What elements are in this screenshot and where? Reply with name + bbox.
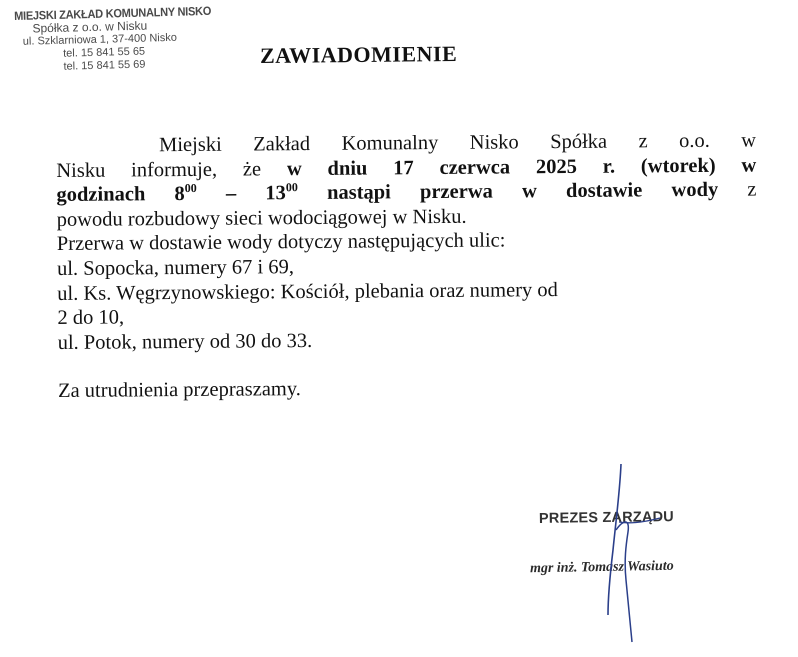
notice-body: [56, 129, 758, 404]
notice-date-text: w dniu 17 czerwca 2025 r. (wtorek) w: [286, 154, 757, 180]
notice-hours-text: [56, 179, 718, 206]
company-stamp: [14, 5, 226, 75]
stamp-company-name: MIEJSKI ZAKŁAD KOMUNALNY NISKO: [13, 3, 212, 23]
signature-name: mgr inż. Tomasz Wasiuto: [529, 558, 674, 577]
notice-text: Nisku informuje, że: [56, 157, 287, 182]
streets-intro: Przerwa w dostawie wody dotyczy następujących ulic:: [56, 229, 506, 256]
notice-text: z: [718, 178, 757, 201]
stamp-company-form: Spółka z o.o. w Nisku: [32, 18, 148, 36]
document-title: ZAWIADOMIENIE: [259, 40, 458, 69]
hours-start-minutes: 00: [184, 181, 197, 196]
apology-text: Za utrudnienia przepraszamy.: [57, 378, 301, 403]
outage-text: nastąpi przerwa w dostawie wody: [297, 178, 719, 205]
notice-text: Miejski Zakład Komunalny Nisko Spółka z o.o. w: [159, 129, 757, 157]
signature-title: PREZES ZARZĄDU: [538, 509, 675, 527]
hours-end-minutes: 00: [285, 180, 298, 195]
notice-line-4: powodu rozbudowy sieci wodociągowej w Nisku.: [56, 205, 467, 231]
stamp-phone-2: tel. 15 841 55 69: [63, 58, 146, 73]
hours-start: godzinach 8: [56, 183, 185, 207]
signature-block: [520, 500, 760, 650]
stamp-phone-1: tel. 15 841 55 65: [63, 45, 146, 60]
hours-end: – 13: [196, 182, 286, 206]
stamp-address: ul. Szklarniowa 1, 37-400 Nisko: [22, 31, 178, 48]
street-wegrzynowskiego-cont: 2 do 10,: [57, 306, 125, 330]
street-sopocka: ul. Sopocka, numery 67 i 69,: [56, 256, 295, 280]
street-wegrzynowskiego: ul. Ks. Węgrzynowskiego: Kościół, plebania oraz numery od: [57, 278, 558, 305]
street-potok: ul. Potok, numery od 30 do 33.: [57, 329, 313, 354]
handwritten-signature: [520, 460, 760, 650]
